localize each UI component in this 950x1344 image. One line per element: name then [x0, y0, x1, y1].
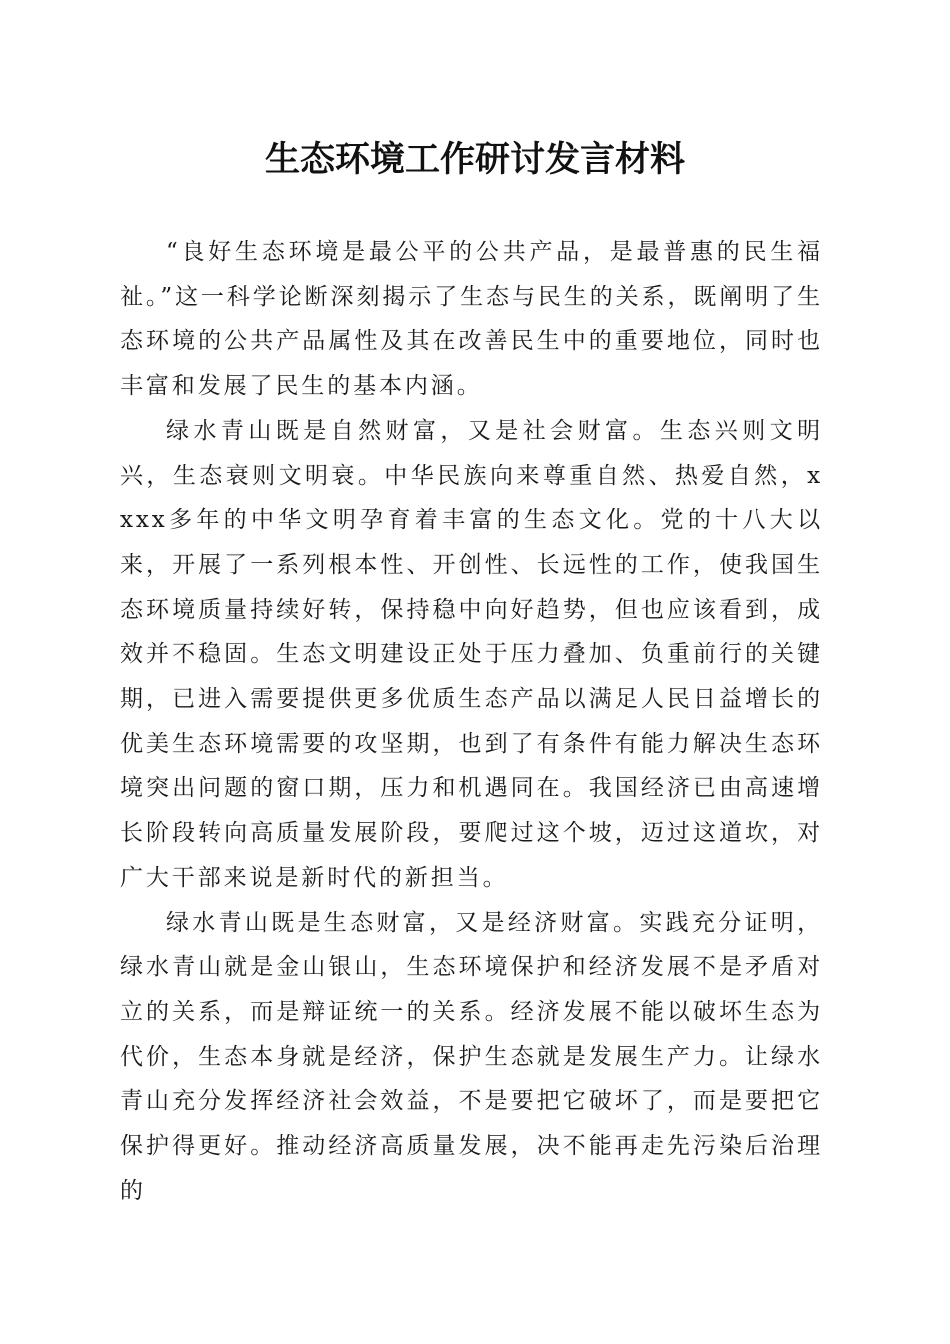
paragraph-2: 绿水青山既是自然财富，又是社会财富。生态兴则文明兴，生态衰则文明衰。中华民族向来尊重自然、热爱自然，xxxx多年的中华文明孕育着丰富的生态文化。党的十八大以来，开展了一系列根本性、开创性、长远性的工作，使我国生态环境质量持续好转，保持稳中向好趋势，但也应该看到，成效并不稳固。生态文明建设正处于压力叠加、负重前行的关键期，已进入需要提供更多优质生态产品以满足人民日益增长的优美生态环境需要的攻坚期，也到了有条件有能力解决生态环境突出问题的窗口期，压力和机遇同在。我国经济已由高速增长阶段转向高质量发展阶段，要爬过这个坡，迈过这道坎，对广大干部来说是新时代的新担当。 — [120, 417, 823, 891]
document-title: 生态环境工作研讨发言材料 — [264, 139, 685, 180]
document-body — [120, 230, 823, 1213]
paragraph-1: “良好生态环境是最公平的公共产品，是最普惠的民生福祉。”这一科学论断深刻揭示了生态与民生的关系，既阐明了生态环境的公共产品属性及其在改善民生中的重要地位，同时也丰富和发展了民生的基本内涵。 — [120, 239, 823, 400]
paragraph-3: 绿水青山既是生态财富，又是经济财富。实践充分证明，绿水青山就是金山银山，生态环境保护和经济发展不是矛盾对立的关系，而是辩证统一的关系。经济发展不能以破坏生态为代价，生态本身就是经济，保护生态就是发展生产力。让绿水青山充分发挥经济社会效益，不是要把它破坏了，而是要把它保护得更好。推动经济高质量发展，决不能再走先污染后治理的 — [120, 909, 823, 1204]
